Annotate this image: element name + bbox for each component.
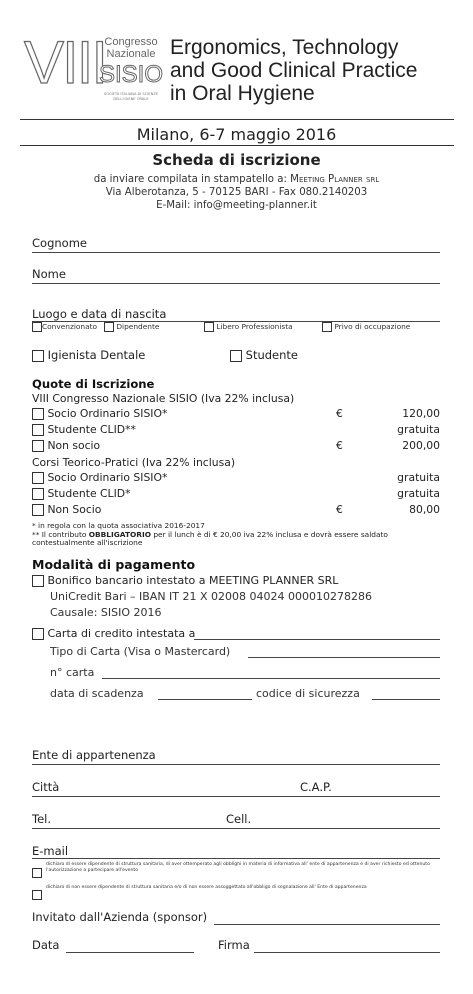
sponsor-field[interactable] xyxy=(214,924,440,925)
logo-acronym: SISIO xyxy=(98,61,164,88)
employment-option[interactable]: Privo di occupazione xyxy=(322,322,410,332)
card-number-label: n° carta xyxy=(50,666,95,679)
email-field[interactable] xyxy=(32,858,440,859)
instructions-email: E-Mail: info@meeting-planner.it xyxy=(156,200,317,211)
bank-causale: Causale: SISIO 2016 xyxy=(50,606,162,619)
checkbox[interactable] xyxy=(32,504,44,516)
declaration-checkbox[interactable] xyxy=(32,862,42,881)
credit-card-option[interactable]: Carta di credito intestata a xyxy=(32,627,195,640)
checkbox[interactable] xyxy=(104,322,114,332)
divider xyxy=(20,145,454,146)
checkbox[interactable] xyxy=(32,350,44,362)
checkbox[interactable] xyxy=(32,322,42,332)
checkbox[interactable] xyxy=(32,575,44,587)
security-code-field[interactable] xyxy=(372,699,440,700)
payment-heading: Modalità di pagamento xyxy=(32,557,196,572)
date-field[interactable] xyxy=(66,952,194,953)
logo-congress-label: Congresso Nazionale xyxy=(104,36,158,60)
fee-row[interactable]: Socio Ordinario SISIO* gratuita xyxy=(32,471,440,485)
checkbox[interactable] xyxy=(32,440,44,452)
fee-row[interactable]: Non Socio € 80,00 xyxy=(32,503,440,517)
checkbox[interactable] xyxy=(204,322,214,332)
checkbox[interactable] xyxy=(32,868,42,878)
role-option[interactable]: Igienista Dentale xyxy=(32,348,145,362)
fee-row[interactable]: Studente CLID** gratuita xyxy=(32,423,440,437)
checkbox[interactable] xyxy=(230,350,242,362)
card-type-label: Tipo di Carta (Visa o Mastercard) xyxy=(50,645,231,658)
name-field[interactable] xyxy=(32,283,440,284)
role-option[interactable]: Studente xyxy=(230,348,298,362)
fee-row[interactable]: Non socio € 200,00 xyxy=(32,439,440,453)
checkbox[interactable] xyxy=(32,424,44,436)
fee-row[interactable]: Socio Ordinario SISIO* € 120,00 xyxy=(32,407,440,421)
security-code-label: codice di sicurezza xyxy=(256,687,360,700)
checkbox[interactable] xyxy=(32,628,44,640)
cap-label: C.A.P. xyxy=(300,780,332,794)
declaration-text: dichiaro di essere dipendente di struttura sanitaria, di aver ottemperato agli obblighi in materia di informativa all' ente di appartenenza e di aver richiesto ed ottenuto l'autorizzazione a partecipare all'evento xyxy=(46,862,430,873)
event-place-date: Milano, 6-7 maggio 2016 xyxy=(136,125,337,144)
email-label: E-mail xyxy=(32,844,69,858)
declaration-text: dichiaro di non essere dipendente di struttura sanitaria e/o di non essere assoggettato all'obbligo di segnalazione all' Ente di appartenenza xyxy=(46,885,367,890)
city-cap-field[interactable] xyxy=(32,796,440,797)
instructions-address: Via Alberotanza, 5 - 70125 BARI - Fax 080.2140203 xyxy=(105,187,368,198)
congress-title: Ergonomics, Technology and Good Clinical Practice in Oral Hygiene xyxy=(170,36,418,105)
bank-transfer-option[interactable]: Bonifico bancario intestato a MEETING PLANNER SRL xyxy=(32,574,338,587)
declaration-checkbox[interactable] xyxy=(32,884,42,903)
checkbox[interactable] xyxy=(32,408,44,420)
surname-label: Cognome xyxy=(32,236,87,250)
expiry-label: data di scadenza xyxy=(50,687,144,700)
checkbox[interactable] xyxy=(32,890,42,900)
fees-heading: Quote di Iscrizione xyxy=(32,377,155,391)
card-holder-field[interactable] xyxy=(194,639,440,640)
city-label: Città xyxy=(32,780,60,794)
signature-label: Firma xyxy=(218,938,250,952)
courses-fees-heading: Corsi Teorico-Pratici (Iva 22% inclusa) xyxy=(32,456,236,469)
checkbox[interactable] xyxy=(32,488,44,500)
form-title: Scheda di iscrizione xyxy=(152,151,321,169)
bank-iban: UniCredit Bari – IBAN IT 21 X 02008 04024 000010278286 xyxy=(50,590,373,603)
checkbox[interactable] xyxy=(322,322,332,332)
instructions-line1: da inviare compilata in stampatello a: Meeting Planner srl xyxy=(93,174,380,185)
logo-numeral: VIII xyxy=(24,29,107,96)
name-label: Nome xyxy=(32,267,66,281)
card-number-field[interactable] xyxy=(102,678,440,679)
birth-label: Luogo e data di nascita xyxy=(32,307,167,321)
date-label: Data xyxy=(32,938,60,952)
surname-field[interactable] xyxy=(32,252,440,253)
employment-option[interactable]: Dipendente xyxy=(104,322,159,332)
divider xyxy=(20,119,454,120)
entity-label: Ente di appartenenza xyxy=(32,748,156,762)
fee-notes: * in regola con la quota associativa 2016-2017 ** Il contributo OBBLIGATORIO per il lunch è di € 20,00 iva 22% inclusa e dovrà essere saldato contestualmente all'iscrizione xyxy=(32,521,388,547)
phone-field[interactable] xyxy=(32,828,440,829)
employment-option[interactable]: Libero Professionista xyxy=(204,322,293,332)
tel-label: Tel. xyxy=(32,812,51,826)
employment-option[interactable]: Convenzionato xyxy=(32,322,97,332)
entity-field[interactable] xyxy=(32,764,440,765)
expiry-field[interactable] xyxy=(158,699,252,700)
cell-label: Cell. xyxy=(226,812,252,826)
sponsor-label: Invitato dall'Azienda (sponsor) xyxy=(32,910,208,924)
checkbox[interactable] xyxy=(32,472,44,484)
signature-field[interactable] xyxy=(254,952,440,953)
fee-row[interactable]: Studente CLID* gratuita xyxy=(32,487,440,501)
card-type-field[interactable] xyxy=(248,657,440,658)
logo-society: SOCIETÀ ITALIANA DI SCIENZE DELL'IGIENE ORALE xyxy=(103,92,159,101)
congress-fees-heading: VIII Congresso Nazionale SISIO (Iva 22% inclusa) xyxy=(32,392,295,405)
